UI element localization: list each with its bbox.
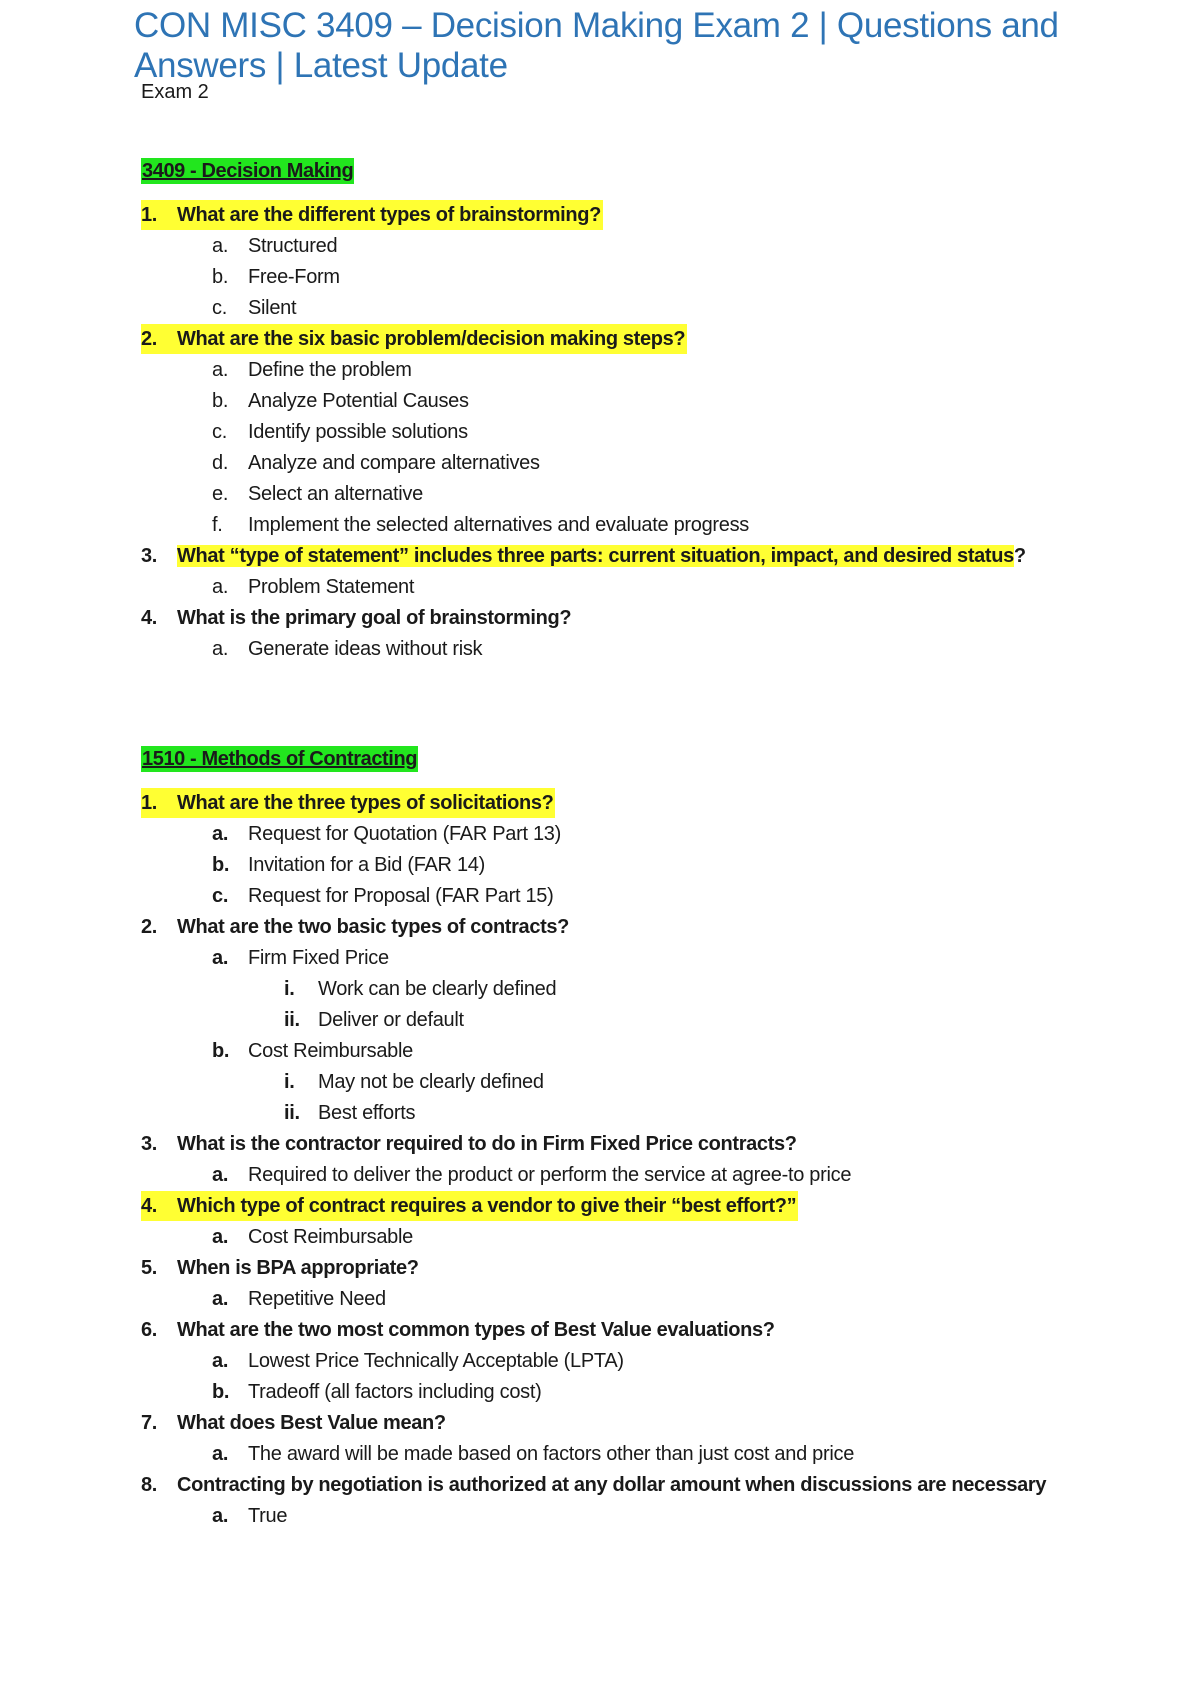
answer-text: Structured <box>248 235 338 257</box>
answer-letter: a. <box>212 823 229 845</box>
question-text: What is the contractor required to do in Firm Fixed Price contracts? <box>177 1133 797 1155</box>
answer-text: Silent <box>248 297 297 319</box>
section-heading: 1510 - Methods of Contracting <box>142 748 418 770</box>
answer-letter: b. <box>212 1040 230 1062</box>
answer-item <box>212 1346 624 1376</box>
question-text: What does Best Value mean? <box>177 1412 446 1434</box>
answer-text: Request for Quotation (FAR Part 13) <box>248 823 561 845</box>
sub-answer-item <box>284 1098 415 1128</box>
answer-text: Cost Reimbursable <box>248 1040 413 1062</box>
answer-item <box>212 1222 413 1252</box>
document-subtitle: Exam 2 <box>141 81 209 103</box>
answer-letter: d. <box>212 452 229 474</box>
answer-letter: a. <box>212 1443 229 1465</box>
answer-item <box>212 231 337 261</box>
answer-letter: c. <box>212 885 229 907</box>
answer-text: Analyze and compare alternatives <box>248 452 540 474</box>
question-text: What are the different types of brainstorming? <box>177 204 601 226</box>
sub-answer-number: ii. <box>284 1102 300 1124</box>
answer-letter: a. <box>212 947 229 969</box>
question-item <box>141 1470 1046 1500</box>
answer-item <box>212 417 468 447</box>
answer-item <box>212 355 412 385</box>
answer-text: True <box>248 1505 288 1527</box>
answer-item <box>212 448 540 478</box>
answer-text: Firm Fixed Price <box>248 947 389 969</box>
answer-item <box>212 1284 386 1314</box>
answer-text: Select an alternative <box>248 483 423 505</box>
answer-text: Problem Statement <box>248 576 415 598</box>
question-number: 2. <box>141 916 157 938</box>
question-number: 4. <box>141 1195 157 1217</box>
question-number: 3. <box>141 545 157 567</box>
answer-letter: a. <box>212 576 229 598</box>
answer-letter: a. <box>212 638 229 660</box>
question-trailing-mark: ? <box>1013 545 1026 567</box>
sub-answer-text: Deliver or default <box>318 1009 464 1031</box>
answer-text: Cost Reimbursable <box>248 1226 413 1248</box>
answer-text: Invitation for a Bid (FAR 14) <box>248 854 485 876</box>
question-number: 5. <box>141 1257 157 1279</box>
question-text: When is BPA appropriate? <box>177 1257 419 1279</box>
answer-letter: c. <box>212 421 227 443</box>
answer-letter: a. <box>212 359 229 381</box>
question-text: What is the primary goal of brainstorming? <box>177 607 572 629</box>
answer-item <box>212 510 749 540</box>
answer-item <box>212 1160 851 1190</box>
question-item <box>141 603 571 633</box>
question-text: What “type of statement” includes three parts: current situation, impact, and desired status <box>177 545 1014 567</box>
sub-answer-item <box>284 1067 544 1097</box>
answer-item <box>212 1439 854 1469</box>
answer-text: The award will be made based on factors other than just cost and price <box>248 1443 855 1465</box>
question-item <box>141 1253 419 1283</box>
question-item <box>141 1129 797 1159</box>
document-title: CON MISC 3409 – Decision Making Exam 2 | Questions and Answers | Latest Update <box>134 6 1059 85</box>
answer-item <box>212 634 482 664</box>
question-text: What are the six basic problem/decision making steps? <box>177 328 686 350</box>
answer-item <box>212 293 296 323</box>
answer-letter: a. <box>212 1288 229 1310</box>
question-item <box>141 200 603 230</box>
answer-item <box>212 1501 287 1531</box>
question-text: What are the two basic types of contracts? <box>177 916 570 938</box>
answer-text: Free-Form <box>248 266 340 288</box>
answer-letter: c. <box>212 297 227 319</box>
answer-text: Repetitive Need <box>248 1288 386 1310</box>
answer-letter: e. <box>212 483 229 505</box>
answer-letter: a. <box>212 235 229 257</box>
question-item <box>141 541 1026 571</box>
answer-letter: a. <box>212 1505 229 1527</box>
sub-answer-text: May not be clearly defined <box>318 1071 544 1093</box>
question-number: 4. <box>141 607 157 629</box>
sub-answer-item <box>284 1005 464 1035</box>
question-item <box>141 1191 798 1221</box>
answer-item <box>212 881 554 911</box>
answer-text: Required to deliver the product or perform the service at agree-to price <box>248 1164 852 1186</box>
answer-item <box>212 943 389 973</box>
answer-text: Generate ideas without risk <box>248 638 483 660</box>
sub-answer-text: Work can be clearly defined <box>318 978 557 1000</box>
answer-item <box>212 262 340 292</box>
sub-answer-number: i. <box>284 1071 295 1093</box>
section-heading: 3409 - Decision Making <box>142 160 354 182</box>
answer-letter: a. <box>212 1350 229 1372</box>
question-number: 1. <box>141 792 157 814</box>
answer-text: Identify possible solutions <box>248 421 468 443</box>
answer-letter: b. <box>212 854 230 876</box>
answer-letter: b. <box>212 1381 230 1403</box>
sub-answer-number: i. <box>284 978 295 1000</box>
answer-item <box>212 1377 541 1407</box>
question-number: 2. <box>141 328 157 350</box>
answer-letter: f. <box>212 514 223 536</box>
answer-text: Lowest Price Technically Acceptable (LPTA) <box>248 1350 624 1372</box>
answer-item <box>212 572 414 602</box>
question-item <box>141 324 687 354</box>
sub-answer-item <box>284 974 556 1004</box>
answer-text: Analyze Potential Causes <box>248 390 469 412</box>
question-number: 7. <box>141 1412 157 1434</box>
answer-item <box>212 850 485 880</box>
answer-letter: b. <box>212 266 229 288</box>
answer-item <box>212 479 423 509</box>
answer-text: Implement the selected alternatives and evaluate progress <box>248 514 749 536</box>
question-item <box>141 1408 446 1438</box>
question-text: Contracting by negotiation is authorized at any dollar amount when discussions are necessary <box>177 1474 1047 1496</box>
question-item <box>141 912 569 942</box>
answer-text: Request for Proposal (FAR Part 15) <box>248 885 554 907</box>
question-number: 8. <box>141 1474 157 1496</box>
answer-text: Define the problem <box>248 359 412 381</box>
answer-item <box>212 386 469 416</box>
question-item <box>141 1315 775 1345</box>
question-text: What are the three types of solicitations? <box>177 792 554 814</box>
sub-answer-number: ii. <box>284 1009 300 1031</box>
question-text: Which type of contract requires a vendor to give their “best effort?” <box>177 1195 797 1217</box>
answer-text: Tradeoff (all factors including cost) <box>248 1381 542 1403</box>
answer-letter: b. <box>212 390 229 412</box>
answer-letter: a. <box>212 1226 229 1248</box>
question-number: 3. <box>141 1133 157 1155</box>
question-number: 6. <box>141 1319 157 1341</box>
answer-letter: a. <box>212 1164 229 1186</box>
question-text: What are the two most common types of Best Value evaluations? <box>177 1319 775 1341</box>
question-item <box>141 788 555 818</box>
answer-item <box>212 819 561 849</box>
question-number: 1. <box>141 204 157 226</box>
sub-answer-text: Best efforts <box>318 1102 416 1124</box>
answer-item <box>212 1036 413 1066</box>
